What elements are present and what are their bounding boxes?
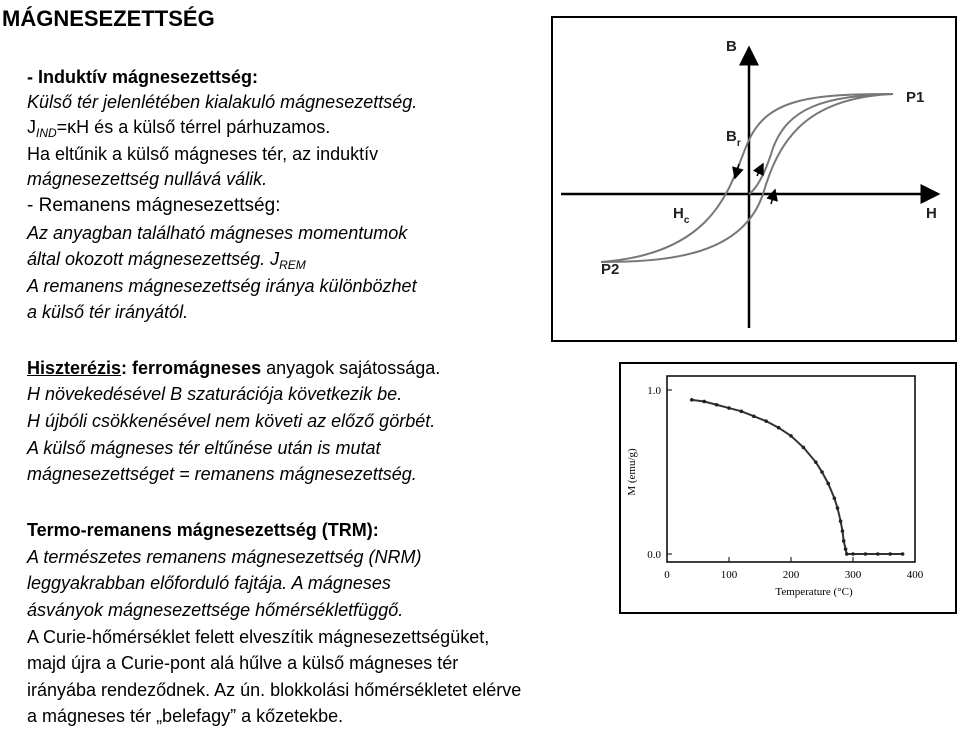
data-point: [690, 398, 694, 402]
br-label: [726, 128, 741, 149]
hysteresis-upper-branch: [601, 94, 893, 262]
thermal-chart-svg: [621, 364, 955, 612]
induktiv-line-1: Külső tér jelenlétében kialakuló mágnesezettség.: [27, 92, 418, 112]
y-tick-label: 1.0: [647, 385, 661, 397]
data-point: [876, 552, 880, 556]
arrow-up-2: [771, 190, 775, 204]
hysteresis-svg: [553, 18, 955, 340]
y-axis-label: M (emu/g): [626, 448, 638, 496]
hc-main: H: [673, 205, 684, 222]
data-point: [888, 552, 892, 556]
hysteresis-figure: [551, 16, 957, 342]
page-title: MÁGNESEZETTSÉG: [2, 6, 215, 31]
h-axis-label: H: [926, 205, 937, 222]
hiszterezis-heading: [27, 355, 440, 381]
data-point: [789, 434, 793, 438]
data-point: [702, 400, 706, 404]
trm-line-2: leggyakrabban előforduló fajtája. A mágneses: [27, 573, 391, 593]
trm-line-4: A Curie-hőmérséklet felett elveszítik mágnesezettségüket,: [27, 627, 490, 647]
data-point: [851, 552, 855, 556]
hiszterezis-line-1: H növekedésével B szaturációja következik be.: [27, 384, 403, 404]
trm-line-1: A természetes remanens mágnesezettség (NRM): [27, 547, 422, 567]
trm-line-7: a mágneses tér „belefagy” a kőzetekbe.: [27, 706, 344, 726]
hiszterezis-line-2: H újbóli csökkenésével nem követi az előző görbét.: [27, 411, 436, 431]
ferromagneses-word: : ferromágneses: [121, 358, 262, 378]
thermal-chart-figure: [619, 362, 957, 614]
x-tick-label: 200: [782, 569, 800, 581]
data-point: [844, 547, 848, 551]
remanens-heading: - Remanens mágnesezettség:: [27, 195, 281, 216]
br-main: B: [726, 128, 737, 145]
data-point: [839, 519, 843, 523]
data-point: [864, 552, 868, 556]
data-point: [842, 539, 846, 543]
induktiv-line-4: mágnesezettség nullává válik.: [27, 169, 268, 189]
p2-label: P2: [601, 261, 620, 278]
data-point: [752, 414, 756, 418]
plot-frame: [667, 376, 915, 562]
x-tick-label: 300: [844, 569, 862, 581]
remanens-line-4: a külső tér irányától.: [27, 302, 189, 322]
data-point: [901, 552, 905, 556]
remanens-line-3: A remanens mágnesezettség iránya különbözhet: [27, 276, 417, 296]
trm-heading: Termo-remanens mágnesezettség (TRM):: [27, 520, 379, 540]
data-point: [836, 506, 840, 510]
b-axis-label: B: [726, 38, 737, 55]
hysteresis-lower-branch: [601, 94, 893, 262]
induktiv-line-3: Ha eltűnik a külső mágneses tér, az induktív: [27, 144, 379, 164]
x-tick-label: 0: [664, 569, 670, 581]
br-sub: r: [736, 138, 741, 149]
induktiv-line-2-rest: =κH és a külső térrel párhuzamos.: [56, 117, 331, 137]
p1-label: P1: [906, 89, 925, 106]
x-tick-label: 400: [906, 569, 924, 581]
hc-sub: c: [683, 215, 690, 226]
remanens-line-1: Az anyagban található mágneses momentumok: [27, 223, 408, 243]
data-point: [845, 552, 849, 556]
trm-line-3: ásványok mágnesezettsége hőmérsékletfüggő.: [27, 600, 404, 620]
data-point: [715, 403, 719, 407]
data-point: [820, 470, 824, 474]
data-point: [814, 460, 818, 464]
data-point: [777, 426, 781, 430]
trm-line-6: irányába rendeződnek. Az ún. blokkolási hőmérsékletet elérve: [27, 680, 522, 700]
induktiv-heading: - Induktív mágnesezettség:: [27, 67, 259, 87]
hiszterezis-heading-rest: anyagok sajátossága.: [261, 358, 441, 378]
data-point: [833, 496, 837, 500]
data-point: [764, 419, 768, 423]
data-point: [727, 406, 731, 410]
rem-subscript: REM: [279, 258, 306, 272]
data-point: [826, 482, 830, 486]
remanens-line-2-text: által okozott mágnesezettség. J: [27, 249, 280, 269]
x-axis-label: Temperature (°C): [775, 586, 853, 598]
data-point: [802, 446, 806, 450]
data-point: [841, 529, 845, 533]
hiszterezis-line-3: A külső mágneses tér eltűnése után is mutat: [27, 438, 381, 458]
x-tick-label: 100: [720, 569, 738, 581]
initial-magnetization-curve: [749, 94, 893, 194]
hiszterezis-line-4: mágnesezettséget = remanens mágnesezettség.: [27, 464, 417, 484]
series-line: [692, 400, 903, 554]
hc-label: [673, 205, 690, 226]
hiszterezis-word: Hiszterézis: [27, 358, 122, 378]
j-symbol: J: [27, 117, 36, 137]
y-tick-label: 0.0: [647, 549, 661, 561]
data-point: [740, 410, 744, 414]
trm-line-5: majd újra a Curie-pont alá hűlve a külső mágneses tér: [27, 653, 459, 673]
ind-subscript: IND: [36, 126, 57, 140]
